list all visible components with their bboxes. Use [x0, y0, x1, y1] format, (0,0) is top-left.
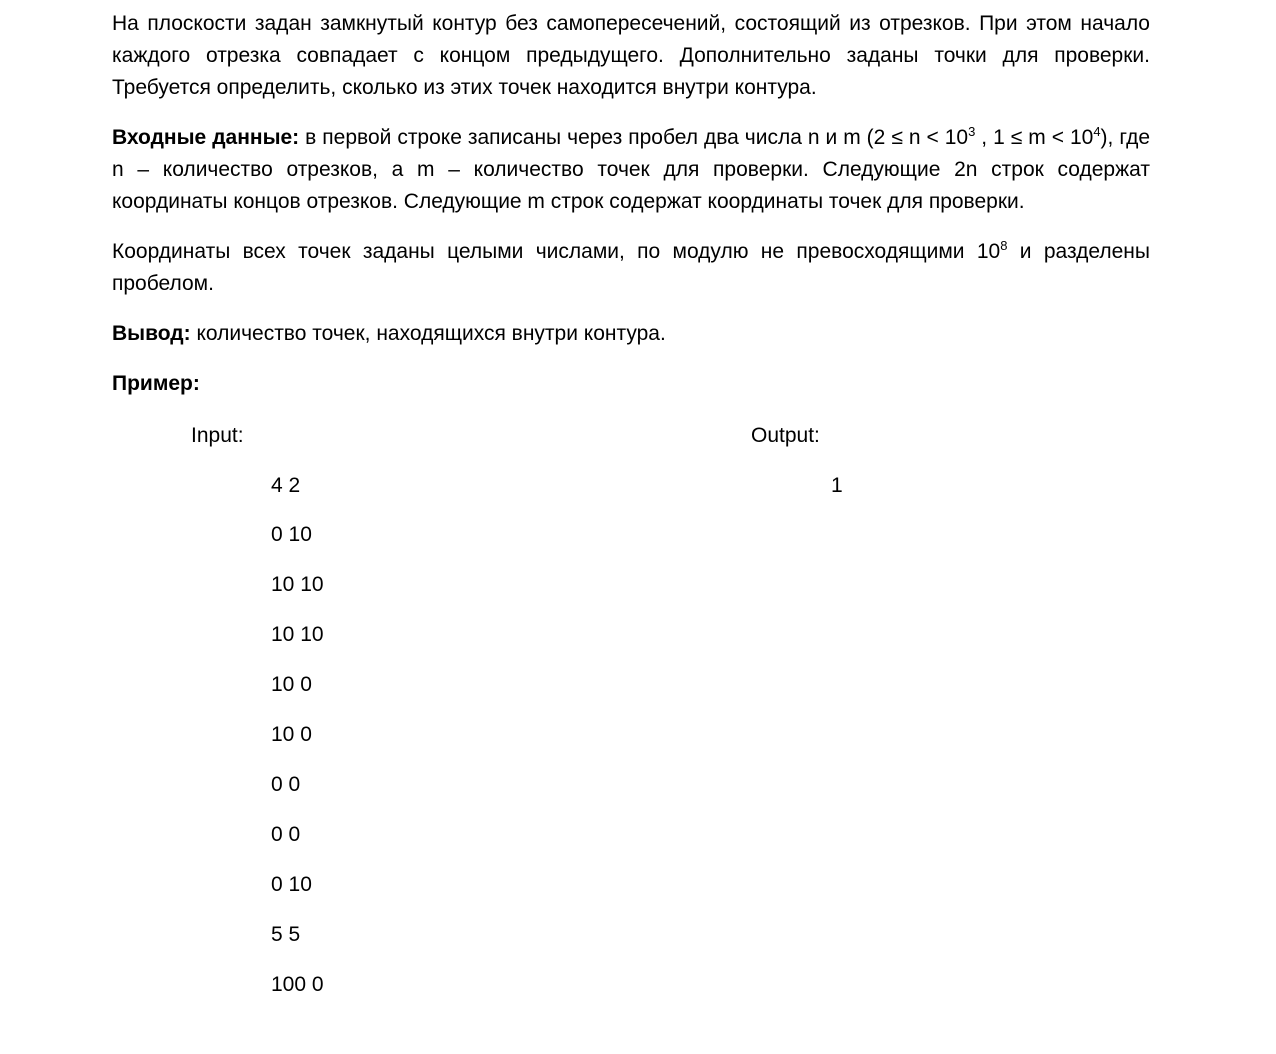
- output-description: [112, 318, 1150, 350]
- coords-text-a: Координаты всех точек заданы целыми числами, по модулю не превосходящими 10: [112, 240, 1001, 263]
- output-text: количество точек, находящихся внутри контура.: [190, 322, 666, 345]
- input-text-b: , 1 ≤ m < 10: [975, 126, 1094, 149]
- input-line: 0 0: [271, 823, 301, 846]
- input-line: 10 10: [271, 573, 324, 596]
- input-line: 10 0: [271, 673, 312, 696]
- input-line: 0 0: [271, 773, 301, 796]
- input-heading: Входные данные:: [112, 126, 300, 149]
- input-label: Input:: [191, 424, 244, 447]
- input-text-a: в первой строке записаны через пробел два числа n и m (2 ≤ n < 10: [299, 126, 969, 149]
- input-line: 0 10: [271, 873, 312, 896]
- output-heading: Вывод:: [112, 322, 191, 345]
- output-line: 1: [831, 474, 843, 497]
- input-line: 100 0: [271, 973, 324, 996]
- input-line: 4 2: [271, 474, 301, 497]
- example-heading: Пример:: [112, 372, 200, 395]
- coords-sup: 8: [1000, 238, 1008, 253]
- input-text-c: ), где n – количество отрезков, а m – количество точек для проверки. Следующие 2n строк содержат координаты концов отрезков. Следующие m строк содержат координаты точек для проверки.: [112, 126, 1150, 213]
- input-line: 0 10: [271, 523, 312, 546]
- input-line: 10 10: [271, 623, 324, 646]
- input-sup-1: 3: [968, 124, 976, 139]
- input-line: 10 0: [271, 723, 312, 746]
- coords-text-b: и разделены пробелом.: [112, 240, 1150, 295]
- document-page: [112, 8, 1150, 418]
- input-line: 5 5: [271, 923, 301, 946]
- input-sup-2: 4: [1093, 124, 1101, 139]
- input-description: [112, 122, 1150, 218]
- output-label: Output:: [751, 424, 820, 447]
- problem-statement: На плоскости задан замкнутый контур без самопересечений, состоящий из отрезков. При этом начало каждого отрезка совпадает с концом предыдущего. Дополнительно заданы точки для проверки. Требуется определить, сколько из этих точек находится внутри контура.: [112, 12, 1150, 99]
- coordinates-description: [112, 236, 1150, 300]
